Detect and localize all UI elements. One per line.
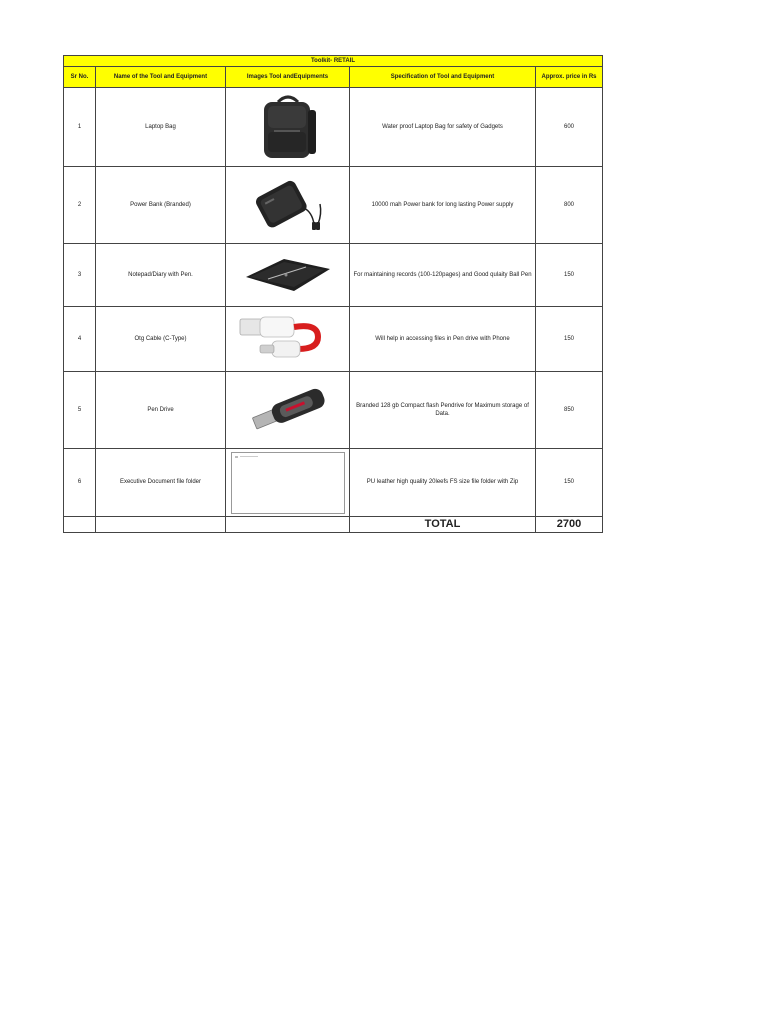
toolkit-table: [63, 55, 603, 533]
row-image: [226, 307, 350, 372]
header-price: Approx. price in Rs: [536, 67, 603, 88]
row-image: [226, 167, 350, 244]
row-spec: Branded 128 gb Compact flash Pendrive for Maximum storage of Data.: [350, 372, 536, 449]
header-row: [64, 67, 603, 88]
row-sr: 1: [64, 88, 96, 167]
row-price: 150: [536, 244, 603, 307]
row-name: Pen Drive: [96, 372, 226, 449]
row-image: [226, 88, 350, 167]
table-title: Toolkit- RETAIL: [64, 56, 603, 67]
row-name: Notepad/Diary with Pen.: [96, 244, 226, 307]
total-empty-cell: [226, 517, 350, 533]
row-spec: Will help in accessing files in Pen drive with Phone: [350, 307, 536, 372]
header-name: Name of the Tool and Equipment: [96, 67, 226, 88]
row-price: 850: [536, 372, 603, 449]
table-row: [64, 307, 603, 372]
row-name: Otg Cable (C-Type): [96, 307, 226, 372]
row-name: Power Bank (Branded): [96, 167, 226, 244]
laptop-bag-image: [250, 92, 326, 162]
otg-cable-image: [236, 311, 340, 367]
row-price: 600: [536, 88, 603, 167]
row-price: 800: [536, 167, 603, 244]
row-name: Laptop Bag: [96, 88, 226, 167]
total-empty-cell: [64, 517, 96, 533]
total-row: [64, 517, 603, 533]
row-spec: 10000 mah Power bank for long lasting Power supply: [350, 167, 536, 244]
row-price: 150: [536, 449, 603, 517]
row-spec: For maintaining records (100-120pages) and Good qulaity Ball Pen: [350, 244, 536, 307]
table-row: [64, 244, 603, 307]
title-row: [64, 56, 603, 67]
row-spec: Water proof Laptop Bag for safety of Gadgets: [350, 88, 536, 167]
row-sr: 3: [64, 244, 96, 307]
header-spec: Specification of Tool and Equipment: [350, 67, 536, 88]
row-sr: 2: [64, 167, 96, 244]
row-name: Executive Document file folder: [96, 449, 226, 517]
power-bank-image: [246, 174, 330, 236]
total-label: TOTAL: [350, 517, 536, 533]
file-folder-placeholder: [231, 452, 345, 514]
broken-image-icon: [235, 456, 238, 458]
total-amount: 2700: [536, 517, 603, 533]
placeholder-line: [240, 456, 258, 457]
table-row: [64, 167, 603, 244]
total-empty-cell: [96, 517, 226, 533]
row-image: [226, 449, 350, 517]
table-row: [64, 88, 603, 167]
row-sr: 6: [64, 449, 96, 517]
row-image: [226, 372, 350, 449]
table-row: [64, 372, 603, 449]
row-spec: PU leather high quality 20leefs FS size file folder with Zip: [350, 449, 536, 517]
header-sr-no: Sr No.: [64, 67, 96, 88]
row-price: 150: [536, 307, 603, 372]
pen-drive-image: [238, 382, 338, 438]
row-sr: 5: [64, 372, 96, 449]
header-images: Images Tool andEquipments: [226, 67, 350, 88]
notepad-image: [238, 255, 338, 295]
row-sr: 4: [64, 307, 96, 372]
table-row: [64, 449, 603, 517]
row-image: [226, 244, 350, 307]
